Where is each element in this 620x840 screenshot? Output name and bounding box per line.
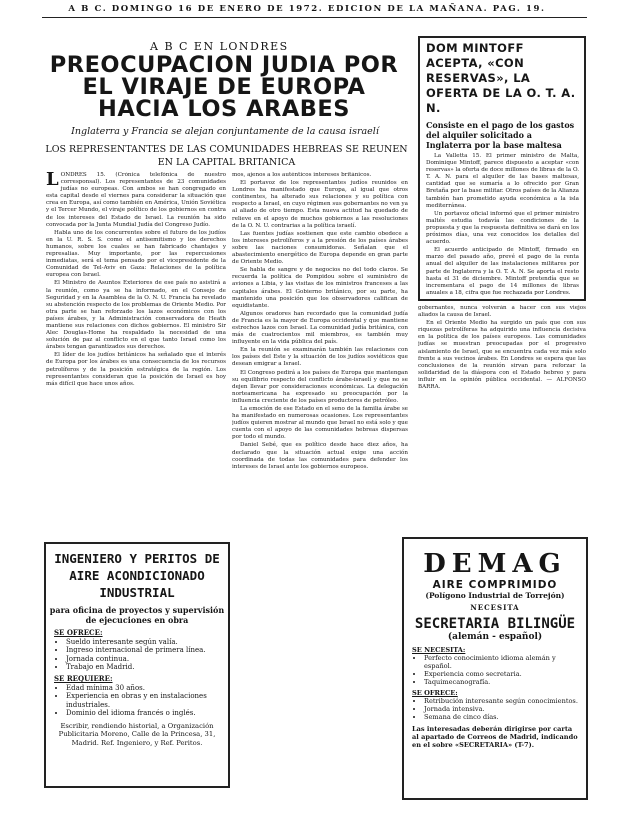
demag-ad-contact: Las interesadas deberán dirigirse por carta al apartado de Correos de Madrid, indicando en el sobre «SECRETARIA» (T-7). <box>412 725 578 749</box>
paragraph: Las fuentes judías sostienen que este cambio obedece a los intereses petrolíferos y a la presión de los países árabes sobre las naciones consumidoras. Señalan que el abastecimiento energético de Europa depende en gran parte de Oriente Medio. <box>232 230 408 266</box>
paragraph: LONDRES 15. (Crónica telefónica de nuestro corresponsal). Los representantes de 23 comunidades judías no europeas. Con ambos se han congregado en esta capital desde el viernes para considerar la situación que crea en Europa, así como también en América, Unión Soviética y el Tercer Mundo, el viraje político de los gobiernos en contra de los intereses del Estado de Israel. La reunión ha sido convocada por la Junta Mundial Judía del Congreso Judío. <box>46 172 226 228</box>
paragraph: Daniel Sebé, que es político desde hace diez años, ha declarado que la situación actual exige una acción coordinada de todas las comunidades para defender los intereses de Israel ante los gobiernos europeos. <box>232 442 408 470</box>
engineer-ad-box <box>44 542 230 788</box>
list-item: • Trabajo en Madrid. <box>66 663 222 672</box>
demag-brand: DEMAG <box>423 549 567 579</box>
sidebar-story-box <box>418 36 586 301</box>
list-item: • Experiencia como secretaria. <box>424 670 580 678</box>
drop-cap: L <box>46 172 59 190</box>
paragraph: Se habla de sangre y de negocios no del todo claros. Se recuerda la política de Pompidou sobre el suministro de aviones a Libia, y las visitas de los ministros franceses a las capitales árabes. El Gobierno británico, por su parte, ha mantenido una posición que los observadores califican de equidistante. <box>232 267 408 309</box>
engineer-ad-title: INGENIERO Y PERITOS DE AIRE ACONDICIONADO INDUSTRIAL <box>54 551 220 600</box>
paragraph: El líder de los judíos británicos ha señalado que el interés de Europa por los árabes es una consecuencia de los recursos petrolíferos y de la posición estratégica de la región. Los representantes consideran que la posición de Israel es hoy más difícil que hace unos años. <box>46 352 226 387</box>
offer-label: SE OFRECE: <box>54 628 103 637</box>
list-item: • Edad mínima 30 años. <box>66 684 222 693</box>
list-item: • Taquimecanografía. <box>424 678 580 686</box>
header-rule <box>42 17 587 18</box>
list-item: • Retribución interesante según conocimientos. <box>424 697 580 705</box>
engineer-ad-intro: para oficina de proyectos y supervisión de ejecuciones en obra <box>49 605 225 625</box>
article-column-3 <box>418 305 586 531</box>
paragraph: Un portavoz oficial informó que el primer ministro maltés estudia todavía las condiciones de la propuesta y que la respuesta definitiva se dará en los próximos días, una vez conocidos los detalles del acuerdo. <box>426 210 579 246</box>
paragraph: El Congreso pedirá a los países de Europa que mantengan su equilibrio respecto del conflicto árabe-israelí y que no se dejen llevar por consideraciones económicas. La delegación norteamericana ha expresado su preocupación por la influencia creciente de los países productores de petróleo. <box>232 369 408 404</box>
article-deck: LOS REPRESENTANTES DE LAS COMUNIDADES HEBREAS SE REUNEN EN LA CAPITAL BRITANICA <box>45 144 408 168</box>
offer-label: SE OFRECE: <box>412 689 458 697</box>
list-item: • Ingreso internacional de primera línea. <box>66 646 222 655</box>
list-item: • Jornada continua. <box>66 655 222 664</box>
paragraph: Algunos oradores han recordado que la comunidad judía de Francia es la mayor de Europa occidental y que mantiene estrechos lazos con Israel. La comunidad judía británica, con más de cuatrocientos mil miembros, es también muy influyente en la vida pública del país. <box>232 310 408 346</box>
paragraph: La emoción de ese Estado en el seno de la familia árabe se ha manifestado en numerosas ocasiones. Los representantes judíos quieren mostrar al mundo que Israel no está solo y que cuenta con el apoyo de las comunidades hebreas dispersas por todo el mundo. <box>232 406 408 441</box>
demag-ad-list <box>412 646 580 721</box>
require-label: SE REQUIERE: <box>54 673 113 683</box>
paragraph: En el Oriente Medio ha surgido un país que con sus riquezas petrolíferas ha adquirido una influencia decisiva en la política de los países europeos. Las comunidades judías se muestran preocupadas por el progresivo aislamiento de Israel, que se encuentra cada vez más solo frente a sus vecinos árabes. En Londres se espera que las conclusiones de la reunión sirvan para reforzar la solidaridad de la diáspora con el Estado hebreo y para influir en la opinión pública occidental. — ALFONSO BARRA. <box>418 320 586 391</box>
paragraph: Habla uno de los concurrentes sobre el futuro de los judíos en la U. R. S. S. como el antisemitismo y los derechos humanos, sobre los cuales se han fabricado chantajes y represalias. Muy importante, por las repercusiones inmediatas, será el tema pensado por el vicepresidente de la Comunidad de Tel-Aviv en Gaza: Relaciones de la política europea con Israel. <box>46 229 226 279</box>
list-item: • Sueldo interesante según valía. <box>66 638 222 647</box>
sidebar-story-title: DOM MINTOFF ACEPTA, «CON RESERVAS», LA OFERTA DE LA O. T. A. N. <box>426 41 576 115</box>
offer-list <box>54 638 222 672</box>
demag-location: (Polígono Industrial de Torrejón) <box>425 591 565 600</box>
demag-languages: (alemán - español) <box>447 632 543 642</box>
list-item: • Dominio del idioma francés o inglés. <box>66 709 222 718</box>
engineer-ad-contact: Escribir, rendiendo historial, a Organización Publicitaria Moreno, Calle de la Princesa, 31, Madrid. Ref. Ingeniero, y Ref. Peritos. <box>58 721 216 747</box>
paragraph: El acuerdo anticipado de Mintoff, firmado en marzo del pasado año, prevé el pago de la renta anual del alquiler de las instalaciones militares por parte de Inglaterra y la O. T. A. N. Se aporta el resto hasta el 31 de diciembre. Mintoff pretendía que se incrementara el pago de 14 millones de libras anuales a 18, cifra que fue rechazada por Londres. <box>426 247 579 296</box>
list-item: • Semana de cinco días. <box>424 713 580 721</box>
demag-need: NECESITA <box>470 603 520 612</box>
demag-product: AIRE COMPRIMIDO <box>432 579 558 591</box>
paragraph: mos, ajenos a los auténticos intereses británicos. <box>232 172 372 178</box>
article-column-2 <box>232 172 408 797</box>
article-subhead: Inglaterra y Francia se alejan conjuntamente de la causa israelí <box>71 126 379 137</box>
article-column-1 <box>46 172 226 538</box>
page-header: A B C. DOMINGO 16 DE ENERO DE 1972. EDICION DE LA MAÑANA. PAG. 19. <box>68 4 546 14</box>
list-item: • Perfecto conocimiento idioma alemán y español. <box>424 654 580 670</box>
demag-ad-box <box>402 537 588 800</box>
paragraph: gobernantes, nunca volverán a hacer con sus viejos aliados la causa de Israel. <box>418 305 586 319</box>
article-kicker: A B C EN LONDRES <box>150 40 289 53</box>
list-item: • Experiencia en obras y en instalaciones industriales. <box>66 692 222 709</box>
list-item: • Jornada intensiva. <box>424 705 580 713</box>
offer-list <box>412 697 580 721</box>
paragraph: En la reunión se examinarán también las relaciones con los países del Este y la situación de los judíos soviéticos que desean emigrar a Israel. <box>232 347 408 368</box>
require-label: SE NECESITA: <box>412 646 466 654</box>
require-list <box>412 654 580 686</box>
sidebar-story-lead: Consiste en el pago de los gastos del alquiler solicitado a Inglaterra por la base maltesa <box>426 120 575 150</box>
require-list <box>54 684 222 718</box>
article-headline: PREOCUPACION JUDIA POR EL VIRAJE DE EUROPA HACIA LOS ARABES <box>49 52 399 122</box>
engineer-ad-list <box>54 629 222 718</box>
paragraph: El portavoz de los representantes judíos reunidos en Londres ha manifestado que Europa, al igual que otros continentes, ha alterado sus relaciones y su política con respecto a Israel, en cuyo régimen sus gobernantes no ven ya al aliado de otro tiempo. Esta nueva actitud ha quedado de relieve en el apoyo de muchos gobiernos a las resoluciones de la O. N. U. contrarias a la política israelí. <box>232 180 408 229</box>
paragraph: La Valletta 15. El primer ministro de Malta, Dominique Mintoff, parece dispuesto a aceptar «con reservas» la oferta de doce millones de libras de la O. T. A. N. para el alquiler de las bases maltesas, cantidad que se sumaría a lo ofrecido por Gran Bretaña por la base militar. Otros países de la Alianza también han prometido ayuda económica a la isla mediterránea. <box>426 153 579 209</box>
demag-position: SECRETARIA BILINGÜE <box>414 616 576 632</box>
paragraph: El Ministro de Asuntos Exteriores de ese país no asistirá a la reunión, como ya se ha informado, en el Consejo de Seguridad y en la Asamblea de la O. N. U. Francia ha revelado su abstención respecto de los problemas de Oriente Medio. Por otra parte se han reforzado los lazos económicos con los países árabes, y la Administración conservadora de Heath mantiene sus relaciones con dichos gobiernos. El ministro Sir Alec Douglas-Home ha respaldado la necesidad de una solución de paz al conflicto en el que tanto Israel como los árabes tengan garantizados sus derechos. <box>46 280 226 351</box>
sidebar-story-body <box>426 153 579 303</box>
